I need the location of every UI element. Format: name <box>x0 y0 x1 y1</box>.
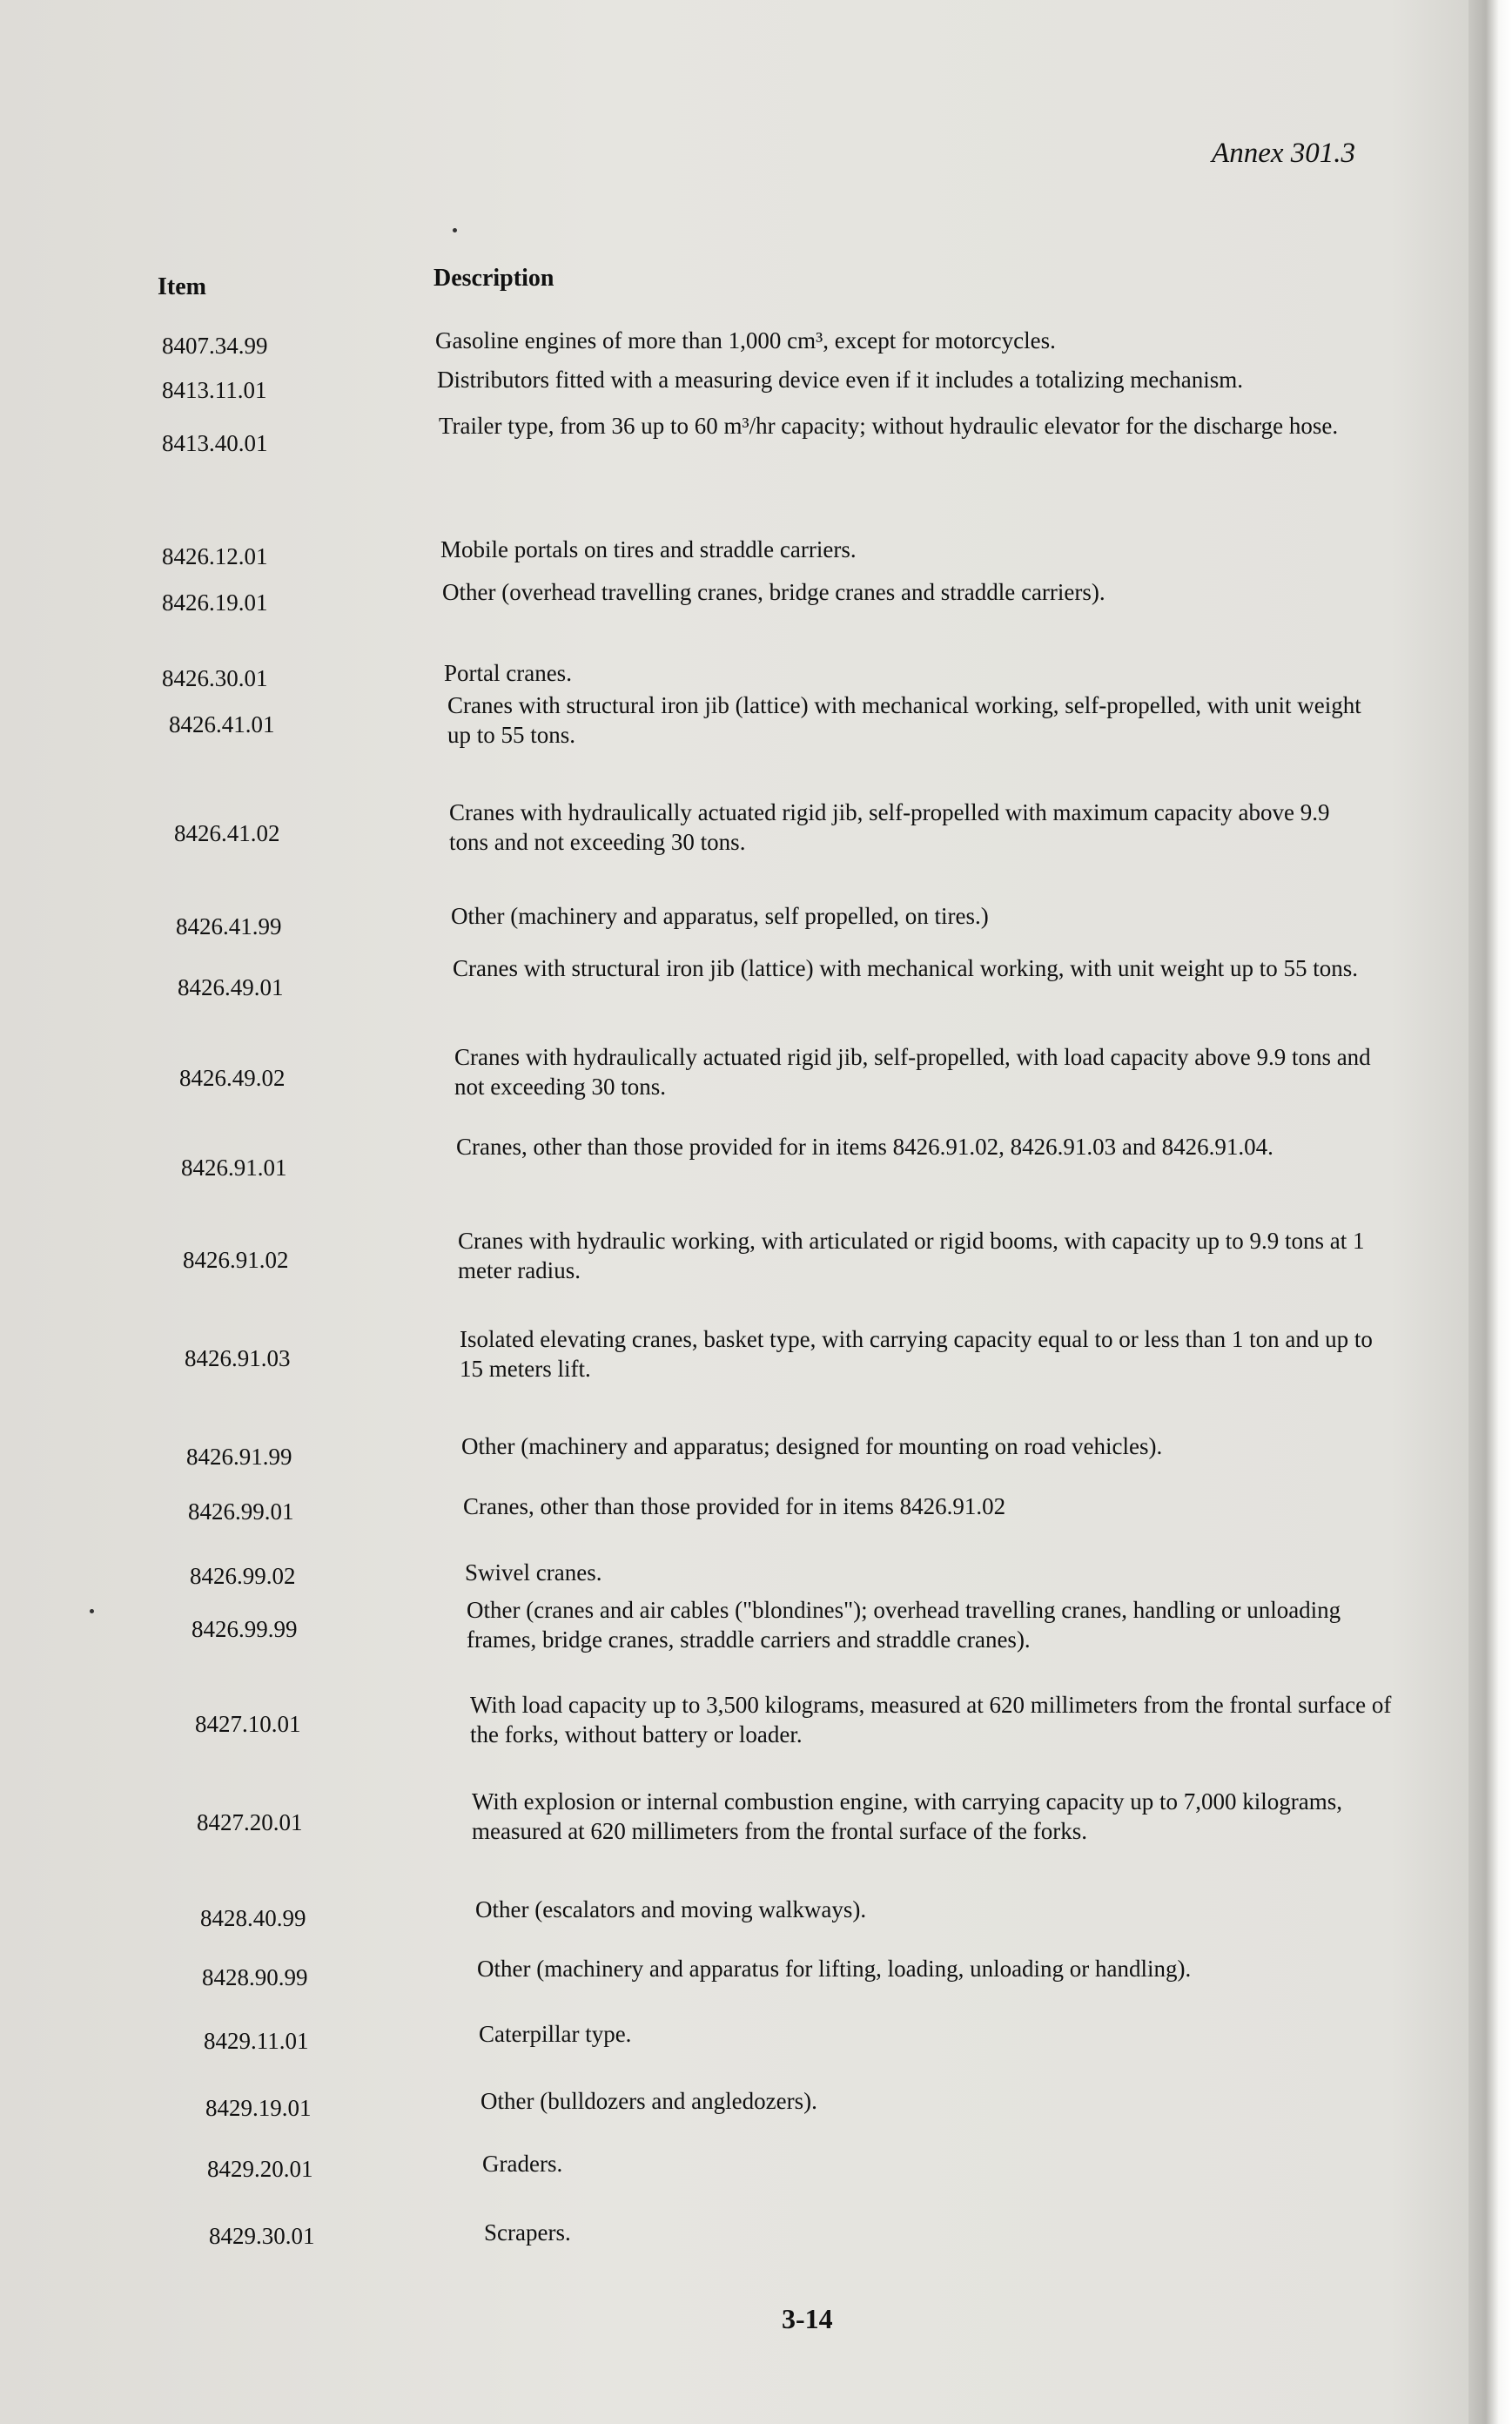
item-description: Other (cranes and air cables ("blondines"); overhead travelling cranes, handling or unloading frames, bridge cranes, straddle carriers and straddle cranes). <box>467 1597 1341 1653</box>
item-code: 8426.91.01 <box>181 1155 287 1181</box>
item-code: 8426.91.03 <box>185 1345 291 1371</box>
item-description: Scrapers. <box>484 2219 571 2246</box>
item-code: 8427.20.01 <box>197 1809 303 1835</box>
item-description: With load capacity up to 3,500 kilograms, measured at 620 millimeters from the frontal surface of the forks, without battery or loader. <box>470 1692 1392 1747</box>
item-code: 8429.19.01 <box>205 2095 312 2121</box>
item-description: Cranes with hydraulically actuated rigid jib, self-propelled with maximum capacity above 9.9 tons and not exceeding 30 tons. <box>449 799 1330 855</box>
speck-mark <box>90 1609 94 1613</box>
item-code: 8426.49.01 <box>178 974 284 1000</box>
item-description: Caterpillar type. <box>479 2021 632 2047</box>
item-code: 8426.41.01 <box>169 711 275 737</box>
item-code: 8426.41.02 <box>174 820 280 846</box>
item-description: Cranes with structural iron jib (lattice) with mechanical working, self-propelled, with unit weight up to 55 tons. <box>447 692 1361 748</box>
item-code: 8426.99.99 <box>192 1616 298 1642</box>
annex-heading: Annex 301.3 <box>1212 138 1355 169</box>
item-description: Portal cranes. <box>444 660 572 686</box>
item-description: Other (machinery and apparatus for lifting, loading, unloading or handling). <box>477 1956 1192 1982</box>
item-description: Trailer type, from 36 up to 60 m³/hr capacity; without hydraulic elevator for the discharge hose. <box>439 413 1339 439</box>
item-code: 8426.91.02 <box>183 1247 289 1273</box>
item-code: 8426.12.01 <box>162 543 268 569</box>
item-code: 8426.41.99 <box>176 913 282 939</box>
item-description: Isolated elevating cranes, basket type, with carrying capacity equal to or less than 1 ton and up to 15 meters lift. <box>460 1326 1373 1382</box>
item-description: With explosion or internal combustion engine, with carrying capacity up to 7,000 kilograms, measured at 620 millimeters from the frontal surface of the forks. <box>472 1788 1342 1844</box>
item-code: 8413.11.01 <box>162 377 267 403</box>
item-code: 8428.40.99 <box>200 1905 306 1931</box>
item-description: Gasoline engines of more than 1,000 cm³, except for motorcycles. <box>435 327 1056 354</box>
item-description: Cranes with hydraulically actuated rigid jib, self-propelled, with load capacity above 9.9 tons and not exceeding 30 tons. <box>454 1044 1371 1100</box>
page-number: 3-14 <box>782 2303 833 2334</box>
item-code: 8426.99.01 <box>188 1498 294 1525</box>
item-code: 8429.20.01 <box>207 2156 313 2182</box>
item-code: 8407.34.99 <box>162 333 268 359</box>
item-code: 8426.30.01 <box>162 665 268 691</box>
item-column-header: Item <box>158 273 206 300</box>
item-description: Graders. <box>482 2151 563 2177</box>
item-description: Other (machinery and apparatus, self propelled, on tires.) <box>451 903 989 929</box>
description-column-header: Description <box>433 265 554 292</box>
item-description: Cranes with hydraulic working, with articulated or rigid booms, with capacity up to 9.9 tons at 1 meter radius. <box>458 1228 1365 1283</box>
item-description: Other (overhead travelling cranes, bridge cranes and straddle carriers). <box>442 579 1105 605</box>
item-code: 8413.40.01 <box>162 430 268 456</box>
item-code: 8426.99.02 <box>190 1563 296 1589</box>
item-description: Other (bulldozers and angledozers). <box>480 2088 817 2114</box>
page-edge-shadow <box>1468 0 1512 2424</box>
speck-mark <box>453 228 457 232</box>
item-code: 8429.30.01 <box>209 2223 315 2249</box>
item-description: Swivel cranes. <box>465 1559 602 1586</box>
item-code: 8426.91.99 <box>186 1444 292 1470</box>
item-code: 8428.90.99 <box>202 1964 308 1990</box>
item-code: 8426.19.01 <box>162 589 268 616</box>
item-description: Cranes, other than those provided for in items 8426.91.02 <box>463 1493 1006 1519</box>
item-description: Mobile portals on tires and straddle carriers. <box>440 536 857 562</box>
item-code: 8429.11.01 <box>204 2028 309 2054</box>
item-description: Cranes with structural iron jib (lattice) with mechanical working, with unit weight up to 55 tons. <box>453 955 1359 981</box>
item-description: Cranes, other than those provided for in items 8426.91.02, 8426.91.03 and 8426.91.04. <box>456 1134 1273 1160</box>
item-description: Distributors fitted with a measuring device even if it includes a totalizing mechanism. <box>437 367 1244 393</box>
item-code: 8427.10.01 <box>195 1711 301 1737</box>
item-description: Other (machinery and apparatus; designed for mounting on road vehicles). <box>461 1433 1163 1459</box>
item-description: Other (escalators and moving walkways). <box>475 1896 867 1922</box>
item-code: 8426.49.02 <box>179 1065 286 1091</box>
